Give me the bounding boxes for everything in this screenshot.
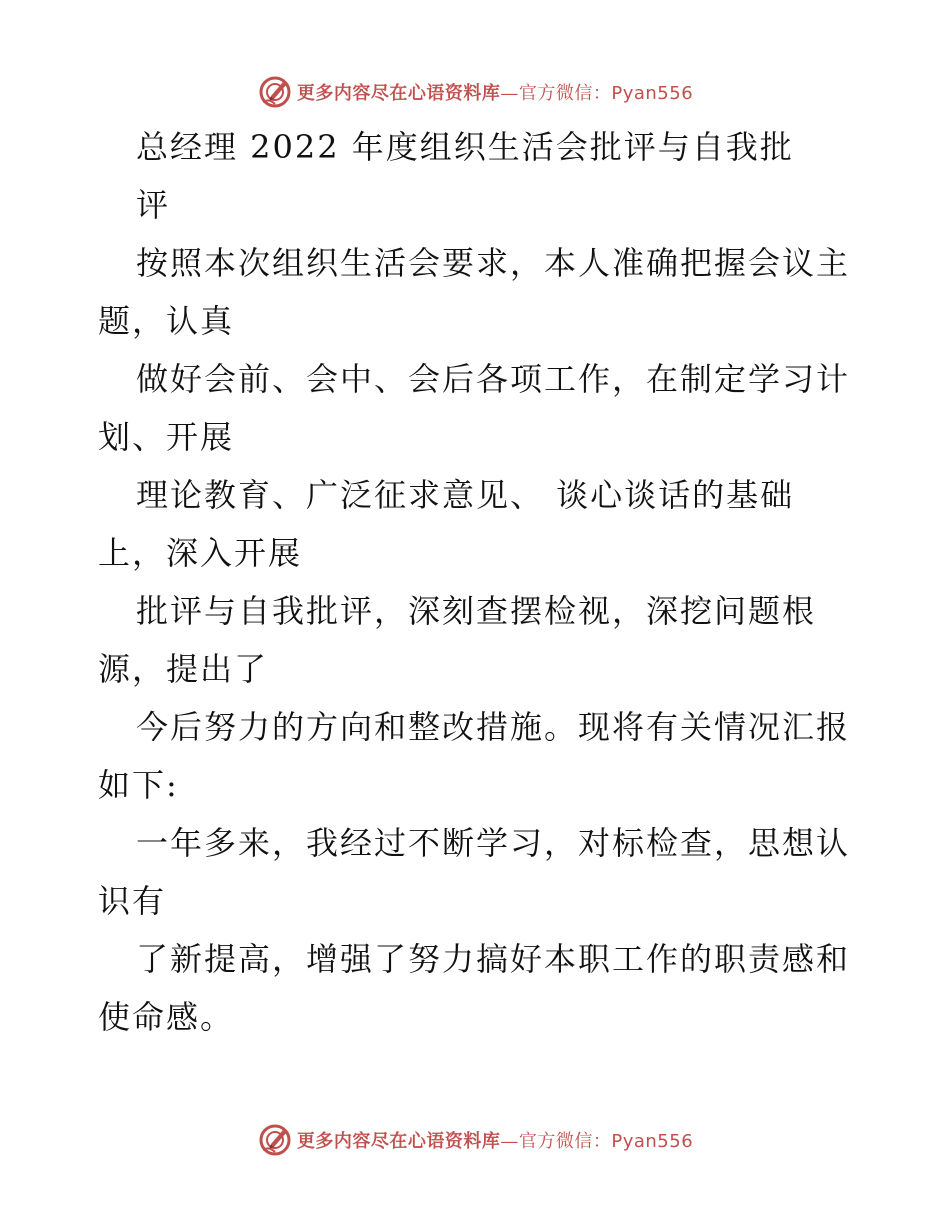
document-line: 源，提出了	[98, 650, 269, 688]
pen-nib-logo-icon	[257, 74, 293, 110]
document-line: 按照本次组织生活会要求，本人准确把握会议主	[136, 244, 851, 282]
banner-text	[297, 1127, 693, 1153]
banner-text	[297, 79, 693, 105]
document-line: 使命感。	[98, 998, 235, 1036]
banner-separator: —	[500, 1131, 519, 1152]
document-line: 批评与自我批评，深刻查摆检视，深挖问题根	[136, 592, 817, 630]
document-line: 评	[136, 186, 171, 224]
footer-banner	[0, 1120, 950, 1160]
document-line: 划、开展	[98, 418, 235, 456]
document-line: 一年多来，我经过不断学习，对标检查，思想认	[136, 824, 851, 862]
banner-separator: —	[500, 83, 519, 104]
document-line: 总经理 2022 年度组织生活会批评与自我批	[136, 128, 794, 166]
document-body	[98, 118, 868, 1046]
pen-nib-logo-icon	[257, 1122, 293, 1158]
document-line: 今后努力的方向和整改措施。现将有关情况汇报	[136, 708, 851, 746]
header-banner	[0, 72, 950, 112]
banner-wechat-id: Pyan556	[611, 1131, 694, 1152]
document-line: 识有	[98, 882, 167, 920]
document-line: 上，深入开展	[98, 534, 303, 572]
document-line: 理论教育、广泛征求意见、 谈心谈话的基础	[136, 476, 795, 514]
banner-main-text: 更多内容尽在心语资料库	[296, 1131, 501, 1152]
banner-main-text: 更多内容尽在心语资料库	[296, 83, 501, 104]
document-line: 了新提高，增强了努力搞好本职工作的职责感和	[136, 940, 851, 978]
document-line: 如下:	[98, 766, 179, 804]
document-line: 做好会前、会中、会后各项工作，在制定学习计	[136, 360, 851, 398]
banner-wechat-id: Pyan556	[611, 83, 694, 104]
banner-wechat-label: 官方微信：	[518, 1131, 612, 1152]
banner-wechat-label: 官方微信：	[518, 83, 612, 104]
document-line: 题，认真	[98, 302, 235, 340]
